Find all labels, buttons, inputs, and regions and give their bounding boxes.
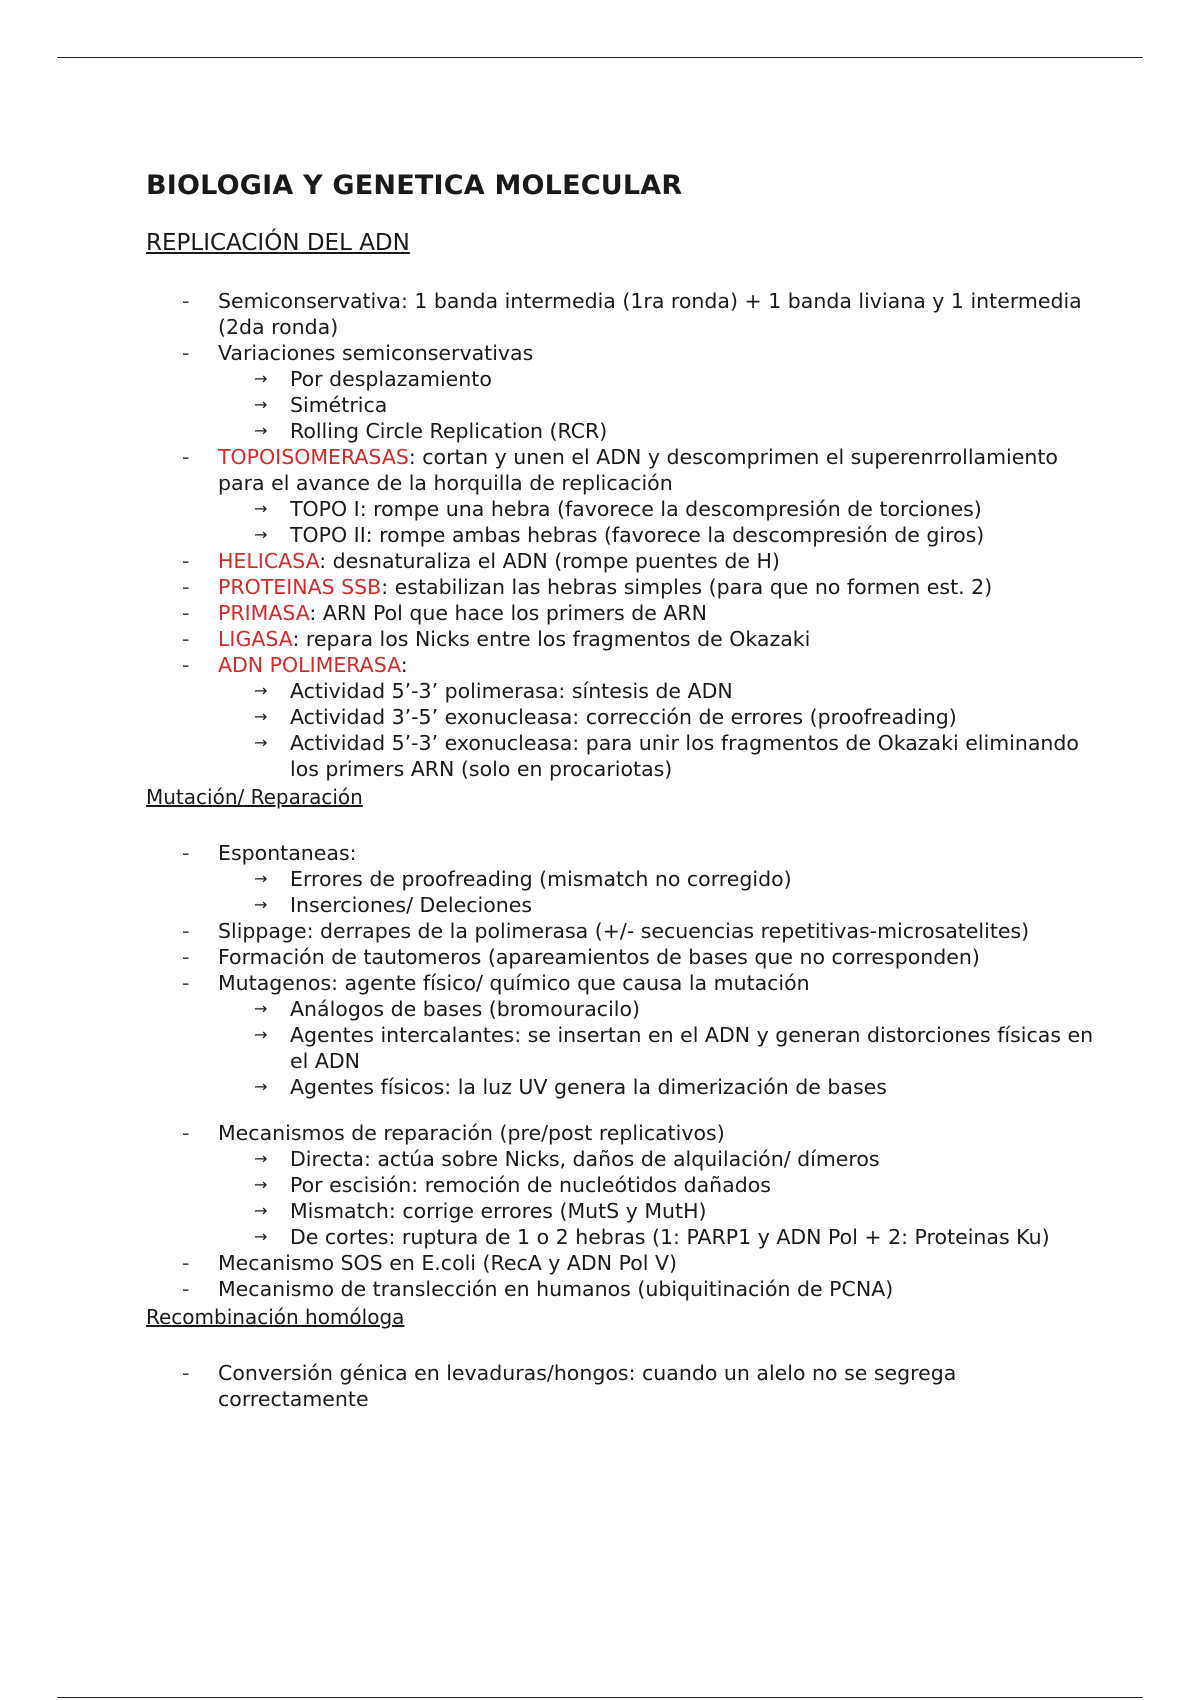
list-item: - PRIMASA: ARN Pol que hace los primers de ARN xyxy=(182,601,707,625)
arrow-icon: → xyxy=(254,525,268,544)
list-item: - Espontaneas: → Errores de proofreading (mismatch no corregido) → Inserciones/ Deleciones xyxy=(146,840,1106,918)
sub-list-item: → Análogos de bases (bromouracilo) xyxy=(254,997,641,1021)
sub-list-item: → Rolling Circle Replication (RCR) xyxy=(254,419,608,443)
arrow-icon: → xyxy=(254,1077,268,1096)
list-item: - Formación de tautomeros (apareamientos de bases que no corresponden) xyxy=(182,945,980,969)
sub-list xyxy=(218,678,1106,782)
sub-list-item: → De cortes: ruptura de 1 o 2 hebras (1: PARP1 y ADN Pol + 2: Proteinas Ku) xyxy=(254,1225,1050,1249)
arrow-icon: → xyxy=(254,895,268,914)
sub-list xyxy=(218,996,1106,1100)
arrow-icon: → xyxy=(254,421,268,440)
bullet-dash: - xyxy=(182,1251,190,1275)
bullet-dash: - xyxy=(182,841,190,865)
bullet-dash: - xyxy=(182,653,190,677)
arrow-icon: → xyxy=(254,369,268,388)
arrow-icon: → xyxy=(254,707,268,726)
bullet-dash: - xyxy=(182,1361,190,1385)
bullet-dash: - xyxy=(182,971,190,995)
bullet-dash: - xyxy=(182,549,190,573)
sub-list-item: → Errores de proofreading (mismatch no corregido) xyxy=(254,867,792,891)
sub-list-item: → Actividad 3’-5’ exonucleasa: corrección de errores (proofreading) xyxy=(254,705,957,729)
list-item: - LIGASA: repara los Nicks entre los fragmentos de Okazaki xyxy=(182,627,811,651)
sub-list-item: → Por escisión: remoción de nucleótidos dañados xyxy=(254,1173,771,1197)
sub-list-item: → Agentes intercalantes: se insertan en el ADN y generan distorciones físicas en el ADN xyxy=(254,1023,1094,1073)
arrow-icon: → xyxy=(254,1175,268,1194)
sub-list-item: → Actividad 5’-3’ polimerasa: síntesis de ADN xyxy=(254,679,733,703)
bullet-dash: - xyxy=(182,445,190,469)
list-item: - Mecanismo SOS en E.coli (RecA y ADN Pol V) xyxy=(182,1251,677,1275)
arrow-icon: → xyxy=(254,499,268,518)
bullet-dash: - xyxy=(182,1277,190,1301)
bullet-dash: - xyxy=(182,289,190,313)
list-item: - Mecanismos de reparación (pre/post replicativos) → Directa: actúa sobre Nicks, daños de alquilación/ dímeros → Por escisión: remoción de nucleótidos dañados → Mismatch: corrige errores (MutS y MutH) → De cortes: ruptura de 1 o 2 hebras (1: PARP1 y ADN Pol + 2: Proteinas Ku) xyxy=(146,1120,1106,1250)
term-ligasa: LIGASA xyxy=(218,627,293,651)
arrow-icon: → xyxy=(254,1025,268,1044)
sub-list xyxy=(218,1146,1106,1250)
term-topoisomerasas: TOPOISOMERASAS xyxy=(218,445,409,469)
bullet-dash: - xyxy=(182,1121,190,1145)
bullet-dash: - xyxy=(182,627,190,651)
list-item: - ADN POLIMERASA: → Actividad 5’-3’ polimerasa: síntesis de ADN → Actividad 3’-5’ exonucleasa: corrección de errores (proofreading) → Actividad 5’-3’ exonucleasa: para unir los fragmentos de Okazaki eliminando los primers ARN (solo en procariotas) xyxy=(146,652,1106,782)
arrow-icon: → xyxy=(254,869,268,888)
sub-list-item: → TOPO I: rompe una hebra (favorece la descompresión de torciones) xyxy=(254,497,982,521)
recombinacion-list xyxy=(146,1360,1106,1412)
list-item: - Mecanismo de translección en humanos (ubiquitinación de PCNA) xyxy=(182,1277,894,1301)
bullet-dash: - xyxy=(182,919,190,943)
sub-list xyxy=(218,366,1106,444)
sub-list-item: → Por desplazamiento xyxy=(254,367,492,391)
arrow-icon: → xyxy=(254,999,268,1018)
list-item: - Conversión génica en levaduras/hongos: cuando un alelo no se segrega correctamente xyxy=(182,1361,957,1411)
sub-list xyxy=(218,866,1106,918)
bullet-dash: - xyxy=(182,575,190,599)
sub-list-item: → Directa: actúa sobre Nicks, daños de alquilación/ dímeros xyxy=(254,1147,880,1171)
section-heading-replicacion: REPLICACIÓN DEL ADN xyxy=(146,230,410,256)
sub-list-item: → TOPO II: rompe ambas hebras (favorece la descompresión de giros) xyxy=(254,523,985,547)
sub-list-item: → Inserciones/ Deleciones xyxy=(254,893,533,917)
list-item: - Semiconservativa: 1 banda intermedia (1ra ronda) + 1 banda liviana y 1 intermedia (2da ronda) xyxy=(182,289,1082,339)
sub-list-item: → Agentes físicos: la luz UV genera la dimerización de bases xyxy=(254,1075,887,1099)
document-body xyxy=(146,166,1106,1412)
arrow-icon: → xyxy=(254,1227,268,1246)
arrow-icon: → xyxy=(254,681,268,700)
term-helicasa: HELICASA xyxy=(218,549,320,573)
sub-list xyxy=(218,496,1106,548)
list-item: - Mutagenos: agente físico/ químico que causa la mutación → Análogos de bases (bromouracilo) → Agentes intercalantes: se insertan en el ADN y generan distorciones físicas en el ADN → Agentes físicos: la luz UV genera la dimerización de bases xyxy=(146,970,1106,1100)
mutacion-list xyxy=(146,840,1106,1302)
bullet-dash: - xyxy=(182,601,190,625)
term-adn-polimerasa: ADN POLIMERASA xyxy=(218,653,401,677)
sub-list-item: → Mismatch: corrige errores (MutS y MutH) xyxy=(254,1199,707,1223)
list-item: - Slippage: derrapes de la polimerasa (+/- secuencias repetitivas-microsatelites) xyxy=(182,919,1030,943)
list-item: - PROTEINAS SSB: estabilizan las hebras simples (para que no formen est. 2) xyxy=(182,575,993,599)
arrow-icon: → xyxy=(254,733,268,752)
bullet-dash: - xyxy=(182,945,190,969)
sub-list-item: → Actividad 5’-3’ exonucleasa: para unir los fragmentos de Okazaki eliminando los primers ARN (solo en procariotas) xyxy=(254,731,1079,781)
document-title: BIOLOGIA Y GENETICA MOLECULAR xyxy=(146,170,683,201)
section-heading-recombinacion: Recombinación homóloga xyxy=(146,1305,405,1329)
term-primasa: PRIMASA xyxy=(218,601,310,625)
list-item: - HELICASA: desnaturaliza el ADN (rompe puentes de H) xyxy=(182,549,780,573)
bullet-dash: - xyxy=(182,341,190,365)
term-proteinas-ssb: PROTEINAS SSB xyxy=(218,575,382,599)
list-item: - TOPOISOMERASAS: cortan y unen el ADN y descomprimen el superenrrollamiento para el avance de la horquilla de replicación → TOPO I: rompe una hebra (favorece la descompresión de torciones) → TOPO II: rompe ambas hebras (favorece la descompresión de giros) xyxy=(146,444,1106,548)
arrow-icon: → xyxy=(254,1149,268,1168)
sub-list-item: → Simétrica xyxy=(254,393,388,417)
arrow-icon: → xyxy=(254,1201,268,1220)
replicacion-list xyxy=(146,288,1106,782)
section-heading-mutacion: Mutación/ Reparación xyxy=(146,785,363,809)
header-rule xyxy=(57,57,1143,58)
footer-rule xyxy=(57,1697,1143,1698)
arrow-icon: → xyxy=(254,395,268,414)
list-item: - Variaciones semiconservativas → Por desplazamiento → Simétrica → Rolling Circle Replication (RCR) xyxy=(146,340,1106,444)
